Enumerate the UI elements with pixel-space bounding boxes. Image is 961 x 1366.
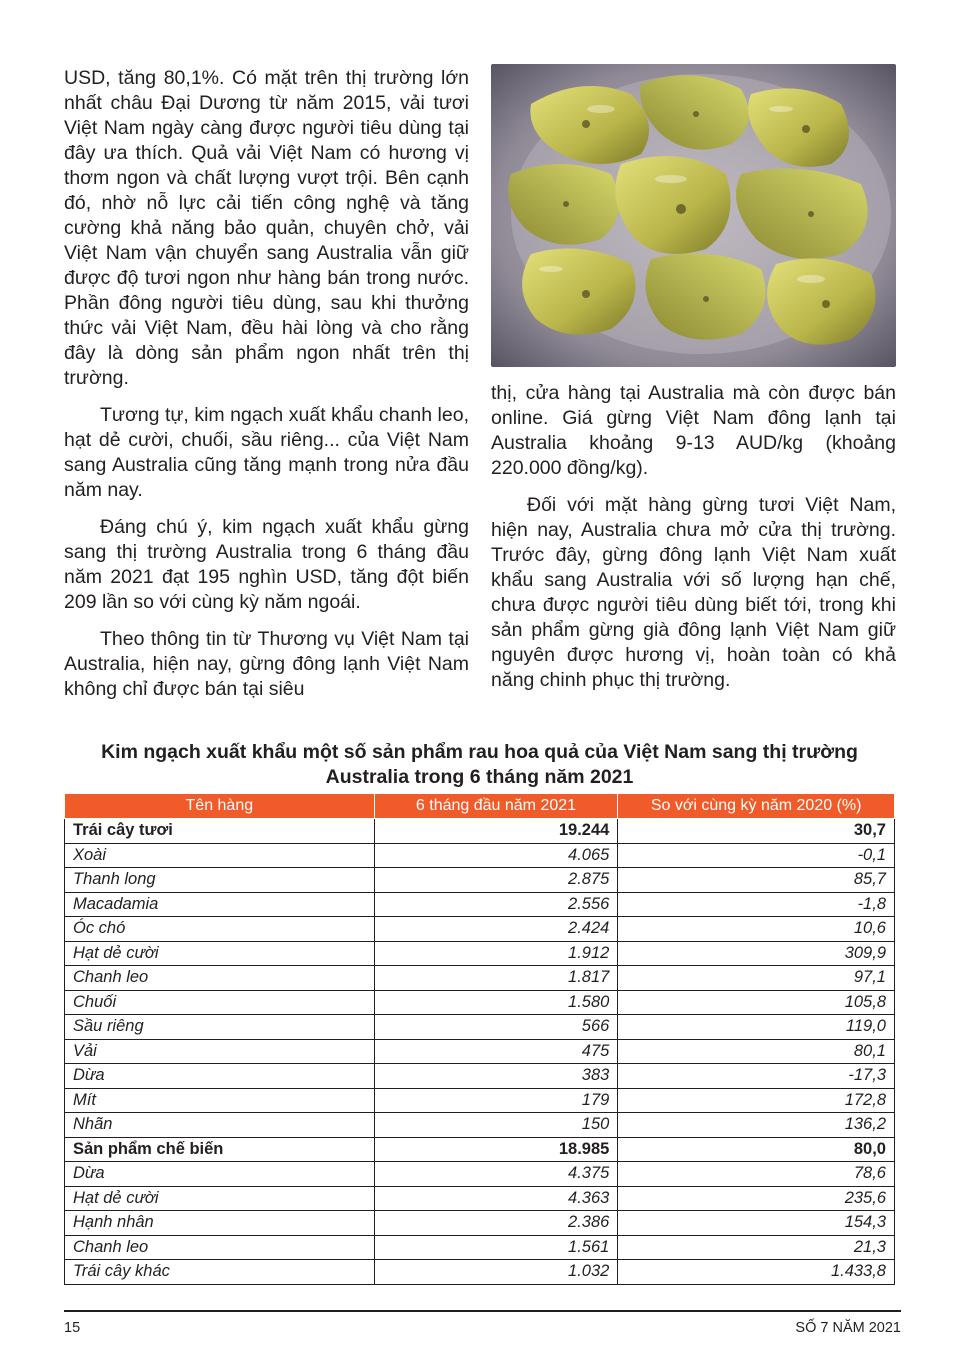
product-name-cell: Chanh leo [65, 966, 375, 991]
change-cell: 105,8 [618, 990, 895, 1015]
value-cell: 2.556 [374, 892, 618, 917]
change-cell: 235,6 [618, 1186, 895, 1211]
product-name-cell: Hạt dẻ cười [65, 941, 375, 966]
value-cell: 1.817 [374, 966, 618, 991]
product-name-cell: Mít [65, 1088, 375, 1113]
issue-label: SỐ 7 NĂM 2021 [795, 1320, 901, 1336]
table-row [65, 819, 895, 844]
table-row [65, 990, 895, 1015]
table-row [65, 1162, 895, 1187]
article-left-column [64, 66, 469, 714]
article-right-column [491, 381, 896, 705]
value-cell: 18.985 [374, 1137, 618, 1162]
value-cell: 4.363 [374, 1186, 618, 1211]
table-row [65, 1039, 895, 1064]
product-name-cell: Xoài [65, 843, 375, 868]
value-cell: 179 [374, 1088, 618, 1113]
change-cell: 154,3 [618, 1211, 895, 1236]
article-paragraph: Đáng chú ý, kim ngạch xuất khẩu gừng sang thị trường Australia trong 6 tháng đầu năm 2021 đạt 195 nghìn USD, tăng đột biến 209 lần so với cùng kỳ năm ngoái. [64, 516, 469, 613]
product-name-cell: Dừa [65, 1064, 375, 1089]
value-cell: 383 [374, 1064, 618, 1089]
table-row [65, 1235, 895, 1260]
value-cell: 19.244 [374, 819, 618, 844]
table-row [65, 1211, 895, 1236]
table-row [65, 1260, 895, 1285]
value-cell: 1.561 [374, 1235, 618, 1260]
value-cell: 1.032 [374, 1260, 618, 1285]
article-paragraph: Tương tự, kim ngạch xuất khẩu chanh leo, hạt dẻ cười, chuối, sầu riêng... của Việt Nam sang Australia cũng tăng mạnh trong nửa đầu năm nay. [64, 404, 469, 501]
value-cell: 4.375 [374, 1162, 618, 1187]
change-cell: 97,1 [618, 966, 895, 991]
article-paragraph: Theo thông tin từ Thương vụ Việt Nam tại Australia, hiện nay, gừng đông lạnh Việt Nam không chỉ được bán tại siêu [64, 628, 469, 700]
article-paragraph: Đối với mặt hàng gừng tươi Việt Nam, hiện nay, Australia chưa mở cửa thị trường. Trước đây, gừng đông lạnh Việt Nam xuất khẩu sang Australia với số lượng hạn chế, chưa được người tiêu dùng biết tới, trong khi sản phẩm gừng già đông lạnh Việt Nam giữ nguyên được hương vị, hoàn toàn có khả năng chinh phục thị trường. [491, 494, 896, 691]
product-name-cell: Chanh leo [65, 1235, 375, 1260]
product-name-cell: Chuối [65, 990, 375, 1015]
value-cell: 566 [374, 1015, 618, 1040]
frozen-ginger-photo [491, 64, 896, 367]
change-cell: 136,2 [618, 1113, 895, 1138]
product-name-cell: Trái cây tươi [65, 819, 375, 844]
table-body [65, 819, 895, 1285]
article-paragraph: thị, cửa hàng tại Australia mà còn được bán online. Giá gừng Việt Nam đông lạnh tại Australia khoảng 9-13 AUD/kg (khoảng 220.000 đồng/kg). [491, 382, 896, 479]
product-name-cell: Trái cây khác [65, 1260, 375, 1285]
value-cell: 475 [374, 1039, 618, 1064]
change-cell: 10,6 [618, 917, 895, 942]
value-cell: 2.386 [374, 1211, 618, 1236]
change-cell: 309,9 [618, 941, 895, 966]
article-paragraph: USD, tăng 80,1%. Có mặt trên thị trường lớn nhất châu Đại Dương từ năm 2015, vải tươi Việt Nam ngày càng được người tiêu dùng tại đây ưa thích. Quả vải Việt Nam có hương vị thơm ngon và chất lượng vượt trội. Bên cạnh đó, nhờ nỗ lực cải tiến công nghệ và tăng cường khả năng bảo quản, chuyên chở, vải Việt Nam vận chuyển sang Australia vẫn giữ được độ tươi ngon như hàng bán trong nước. Phần đông người tiêu dùng, sau khi thưởng thức vải Việt Nam, đều hài lòng và cho rằng đây là dòng sản phẩm ngon nhất trên thị trường. [64, 67, 469, 389]
table-row [65, 1015, 895, 1040]
table-row [65, 941, 895, 966]
product-name-cell: Macadamia [65, 892, 375, 917]
table-header-row [65, 794, 895, 819]
table-row [65, 1137, 895, 1162]
change-cell: -0,1 [618, 843, 895, 868]
table-title: Kim ngạch xuất khẩu một số sản phẩm rau hoa quả của Việt Nam sang thị trường Australia trong 6 tháng năm 2021 [101, 741, 858, 788]
value-cell: 150 [374, 1113, 618, 1138]
table-row [65, 1088, 895, 1113]
change-cell: 21,3 [618, 1235, 895, 1260]
change-cell: -17,3 [618, 1064, 895, 1089]
product-name-cell: Sản phẩm chế biến [65, 1137, 375, 1162]
table-row [65, 1064, 895, 1089]
page-number: 15 [64, 1320, 81, 1336]
table-row [65, 868, 895, 893]
change-cell: 80,0 [618, 1137, 895, 1162]
product-name-cell: Thanh long [65, 868, 375, 893]
change-cell: -1,8 [618, 892, 895, 917]
change-cell: 85,7 [618, 868, 895, 893]
change-cell: 119,0 [618, 1015, 895, 1040]
product-name-cell: Hạt dẻ cười [65, 1186, 375, 1211]
column-header-value: 6 tháng đầu năm 2021 [374, 794, 618, 819]
value-cell: 2.875 [374, 868, 618, 893]
table-row [65, 892, 895, 917]
column-header-product: Tên hàng [65, 794, 375, 819]
change-cell: 30,7 [618, 819, 895, 844]
change-cell: 1.433,8 [618, 1260, 895, 1285]
export-table [64, 793, 895, 1285]
product-name-cell: Sầu riêng [65, 1015, 375, 1040]
product-name-cell: Vải [65, 1039, 375, 1064]
table-row [65, 1113, 895, 1138]
product-name-cell: Hạnh nhân [65, 1211, 375, 1236]
product-name-cell: Nhãn [65, 1113, 375, 1138]
table-row [65, 966, 895, 991]
change-cell: 80,1 [618, 1039, 895, 1064]
product-name-cell: Dừa [65, 1162, 375, 1187]
column-header-change: So với cùng kỳ năm 2020 (%) [618, 794, 895, 819]
value-cell: 1.580 [374, 990, 618, 1015]
table-row [65, 917, 895, 942]
footer-divider [64, 1310, 901, 1312]
ginger-image [491, 64, 896, 367]
value-cell: 4.065 [374, 843, 618, 868]
value-cell: 1.912 [374, 941, 618, 966]
change-cell: 172,8 [618, 1088, 895, 1113]
table-row [65, 1186, 895, 1211]
value-cell: 2.424 [374, 917, 618, 942]
change-cell: 78,6 [618, 1162, 895, 1187]
table-row [65, 843, 895, 868]
product-name-cell: Óc chó [65, 917, 375, 942]
